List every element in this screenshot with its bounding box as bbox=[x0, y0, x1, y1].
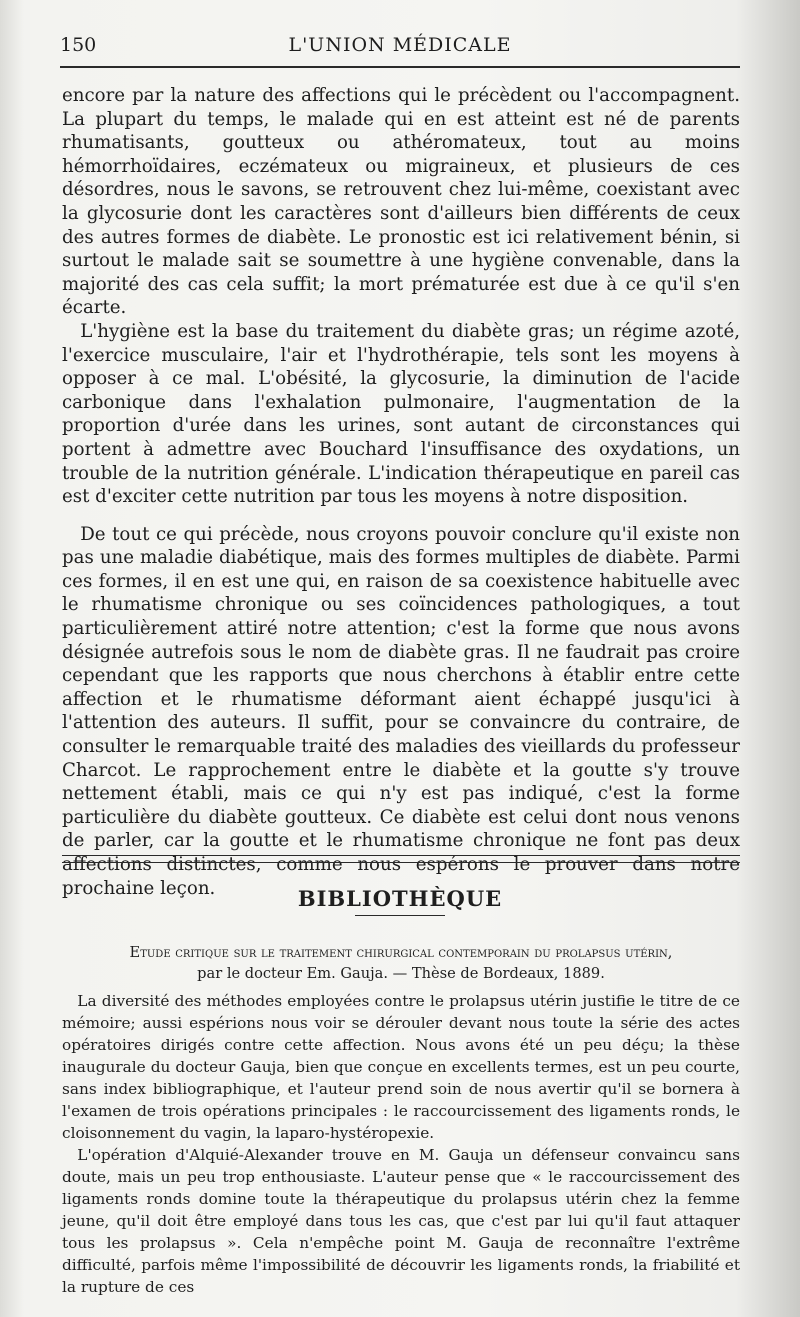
page-number: 150 bbox=[60, 34, 97, 56]
review-heading bbox=[62, 942, 740, 984]
review-paragraph: La diversité des méthodes employées contre le prolapsus utérin justifie le titre de ce mémoire; aussi espérions nous voir se dérouler devant nous toute la série des actes opératoires dirigés contre cette affection. Nous avons été un peu déçu; la thèse inaugurale du docteur Gauja, bien que conçue en excellents termes, est un peu courte, sans index bibliographique, et l'auteur prend soin de nous avertir qu'il se bornera à l'examen de trois opérations principales : le raccourcissement des ligaments ronds, le cloisonnement du vagin, la laparo-hystéropexie. bbox=[62, 992, 740, 1142]
running-title: L'UNION MÉDICALE bbox=[288, 34, 512, 56]
paragraph-hygiene: L'hygiène est la base du traitement du diabète gras; un régime azoté, l'exercice musculaire, l'air et l'hydrothérapie, tels sont les moyens à opposer à ce mal. L'obésité, la glycosurie, la diminution de l'acide carbonique dans l'exhalation pulmonaire, l'augmentation de la proportion d'urée dans les urines, sont autant de circonstances qui portent à admettre avec Bouchard l'insuffisance des oxydations, un trouble de la nutrition générale. L'indication thérapeutique en pareil cas est d'exciter cette nutrition par tous les moyens à notre disposition. bbox=[62, 320, 740, 508]
paragraph-conclusion: De tout ce qui précède, nous croyons pouvoir conclure qu'il existe non pas une maladie diabétique, mais des formes multiples de diabète. Parmi ces formes, il en est une qui, en raison de sa coexistence habituelle avec le rhumatisme chronique ou ses coïncidences pathologiques, a tout particulièrement attiré notre attention; c'est la forme que nous avons désignée autrefois sous le nom de diabète gras. Il ne faudrait pas croire cependant que les rapports que nous cherchons à établir entre cette affection et le rhumatisme déformant aient échappé jusqu'ici à l'attention des auteurs. Il suffit, pour se convaincre du contraire, de consulter le remarquable traité des maladies des vieillards du professeur Charcot. Le rapprochement entre le diabète et la goutte s'y trouve nettement établi, mais ce qui n'y est pas indiqué, c'est la forme particulière du diabète goutteux. Ce diabète est celui dont nous venons de parler, car la goutte et le rhumatisme chronique ne font pas deux affections distinctes, comme nous espérons le prouver dans notre prochaine leçon. bbox=[62, 523, 740, 899]
section-divider bbox=[62, 855, 740, 863]
review-paragraph: L'opération d'Alquié-Alexander trouve en M. Gauja un défenseur convaincu sans doute, mais un peu trop enthousiaste. L'auteur pense que « le raccourcissement des ligaments ronds domine toute la thérapeutique du prolapsus utérin chez la femme jeune, qu'il doit être employé dans tous les cas, que c'est par lui qu'il faut attaquer tous les prolapsus ». Cela n'empêche point M. Gauja de reconnaître l'extrême difficulté, parfois même l'impossibilité de découvrir les ligaments ronds, la friabilité et la rupture de ces bbox=[62, 1146, 740, 1296]
review-body bbox=[62, 990, 740, 1298]
page-header bbox=[60, 34, 740, 64]
review-heading-author: par le docteur Em. Gauja. — Thèse de Bordeaux, 1889. bbox=[197, 965, 605, 982]
review-heading-title: Etude critique sur le traitement chirurgical contemporain du prolapsus utérin, bbox=[129, 944, 673, 961]
article-body bbox=[62, 84, 740, 900]
paragraph-continuation: encore par la nature des affections qui le précèdent ou l'accompagnent. La plupart du temps, le malade qui en est atteint est né de parents rhumatisants, goutteux ou athéromateux, tout au moins hémorrhoïdaires, eczémateux ou migraineux, et plusieurs de ces désordres, nous le savons, se retrouvent chez lui-même, coexistant avec la glycosurie dont les caractères sont d'ailleurs bien différents de ceux des autres formes de diabète. Le pronostic est ici relativement bénin, si surtout le malade sait se soumettre à une hygiène convenable, dans la majorité des cas cela suffit; la mort prématurée est due à ce qu'il s'en écarte. bbox=[62, 85, 740, 319]
header-rule bbox=[60, 66, 740, 68]
section-title: BIBLIOTHÈQUE bbox=[297, 886, 503, 911]
title-underline bbox=[355, 915, 445, 916]
